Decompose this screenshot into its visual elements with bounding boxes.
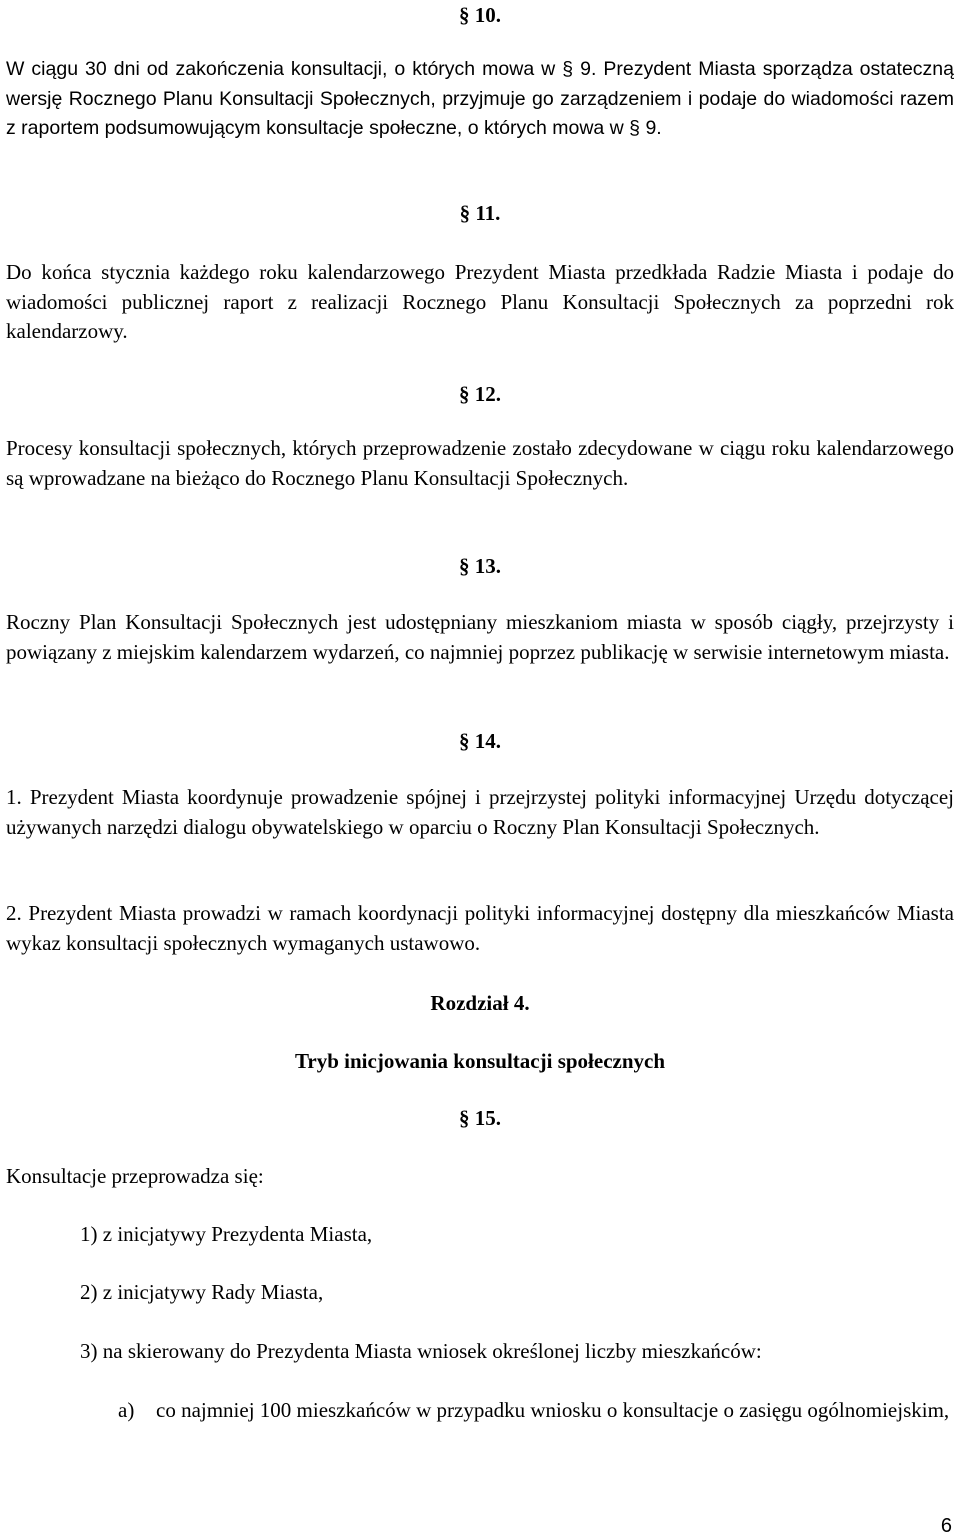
section-14-point-1: 1. Prezydent Miasta koordynuje prowadzenie spójnej i przejrzystej polityki informacyjnej Urzędu dotyczącej używanych narzędzi dialogu obywatelskiego w oparciu o Roczny Plan Konsultacji Społecznych.	[6, 785, 954, 839]
section-14-point-2: 2. Prezydent Miasta prowadzi w ramach koordynacji polityki informacyjnej dostępny dla mieszkańców Miasta wykaz konsultacji społecznych wymaganych ustawowo.	[6, 901, 954, 955]
page-number: 6	[940, 1515, 952, 1537]
list-item-1: 1) z inicjatywy Prezydenta Miasta,	[80, 1222, 373, 1246]
list-item-2: 2) z inicjatywy Rady Miasta,	[80, 1280, 324, 1304]
section-11-heading: § 11.	[459, 201, 501, 225]
section-11-text: Do końca stycznia każdego roku kalendarzowego Prezydent Miasta przedkłada Radzie Miasta i podaje do wiadomości publicznej raport z realizacji Rocznego Planu Konsultacji Społecznych za poprzedni rok kalendarzowy.	[6, 260, 954, 343]
section-15-intro: Konsultacje przeprowadza się:	[6, 1164, 264, 1188]
section-15-heading: § 15.	[459, 1106, 501, 1130]
section-12-heading: § 12.	[459, 382, 501, 406]
list-item-3: 3) na skierowany do Prezydenta Miasta wniosek określonej liczby mieszkańców:	[80, 1339, 762, 1363]
sublist-marker: a)	[118, 1398, 135, 1422]
section-14-heading: § 14.	[459, 729, 501, 753]
section-13-heading: § 13.	[459, 554, 501, 578]
section-10-heading: § 10.	[459, 3, 501, 27]
chapter-label: Rozdział 4.	[430, 991, 530, 1015]
section-12-text: Procesy konsultacji społecznych, których przeprowadzenie zostało zdecydowane w ciągu roku kalendarzowego są wprowadzane na bieżąco do Rocznego Planu Konsultacji Społecznych.	[6, 436, 954, 490]
sublist-text: co najmniej 100 mieszkańców w przypadku wniosku o konsultacje o zasięgu ogólnomiejskim,	[156, 1398, 950, 1422]
section-13-text: Roczny Plan Konsultacji Społecznych jest udostępniany mieszkaniom miasta w sposób ciągły, przejrzysty i powiązany z miejskim kalendarzem wydarzeń, co najmniej poprzez publikację w serwisie internetowym miasta.	[6, 610, 954, 664]
section-10-text: W ciągu 30 dni od zakończenia konsultacji, o których mowa w § 9. Prezydent Miasta sporządza ostateczną wersję Rocznego Planu Konsultacji Społecznych, przyjmuje go zarządzeniem i podaje do wiadomości razem z raportem podsumowującym konsultacje społeczne, o których mowa w § 9.	[6, 58, 954, 139]
chapter-title: Tryb inicjowania konsultacji społecznych	[294, 1049, 666, 1073]
